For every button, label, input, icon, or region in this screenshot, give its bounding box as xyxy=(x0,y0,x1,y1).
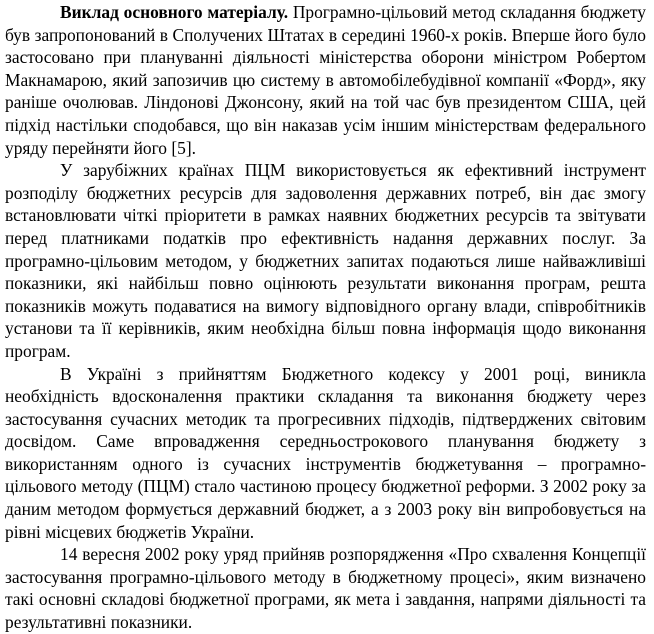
paragraph-intro-text: Програмно-цільовий метод складання бюджету був запропонований в Сполучених Штатах в середині 1960-х років. Вперше його було застосовано при плануванні діяльності міністерства оборони міністром Робертом Макнамарою, який запозичив цю систему в автомобілебудівної компанії «Форд», яку раніше очолював. Ліндонові Джонсону, який на той час був президентом США, цей підхід настільки сподобався, що він наказав усім іншим міністерствам федерального уряду перейняти його [5]. xyxy=(5,2,646,158)
paragraph-foreign-practice: У зарубіжних країнах ПЦМ використовується як ефективний інструмент розподілу бюджетних ресурсів для задоволення державних потреб, він дає змогу встановлювати чіткі пріоритети в рамках наявних бюджетних ресурсів та звітувати перед платниками податків про ефективність надання державних послуг. За програмно-цільовим методом, у бюджетних запитах подаються лише найважливіші показники, які найбільш повно оцінюють результати виконання програм, решта показників можуть подаватися на вимогу відповідного органу влади, співробітників установи та її керівників, яким необхідна більш повна інформація щодо виконання програм. xyxy=(5,160,646,361)
paragraph-concept-2002: 14 вересня 2002 року уряд прийняв розпорядження «Про схвалення Концепції застосування програмно-цільового методу в бюджетному процесі», яким визначено такі основні складові бюджетної програми, як мета і завдання, напрями діяльності та результативні показники. xyxy=(5,544,646,633)
paragraph-ukraine: В Україні з прийняттям Бюджетного кодексу у 2001 році, виникла необхідність вдосконалення практики складання та виконання бюджету через застосування сучасних методик та прогресивних підходів, підтверджених світовим досвідом. Саме впровадження середньострокового планування бюджету з використанням одного із сучасних інструментів бюджетування – програмно-цільового методу (ПЦМ) стало частиною процесу бюджетної реформи. З 2002 року за даним методом формується державний бюджет, а з 2003 року він випробовується на рівні місцевих бюджетів України. xyxy=(5,363,646,542)
section-heading-inline: Виклад основного матеріалу. xyxy=(60,2,289,22)
paragraph-intro xyxy=(5,1,646,159)
